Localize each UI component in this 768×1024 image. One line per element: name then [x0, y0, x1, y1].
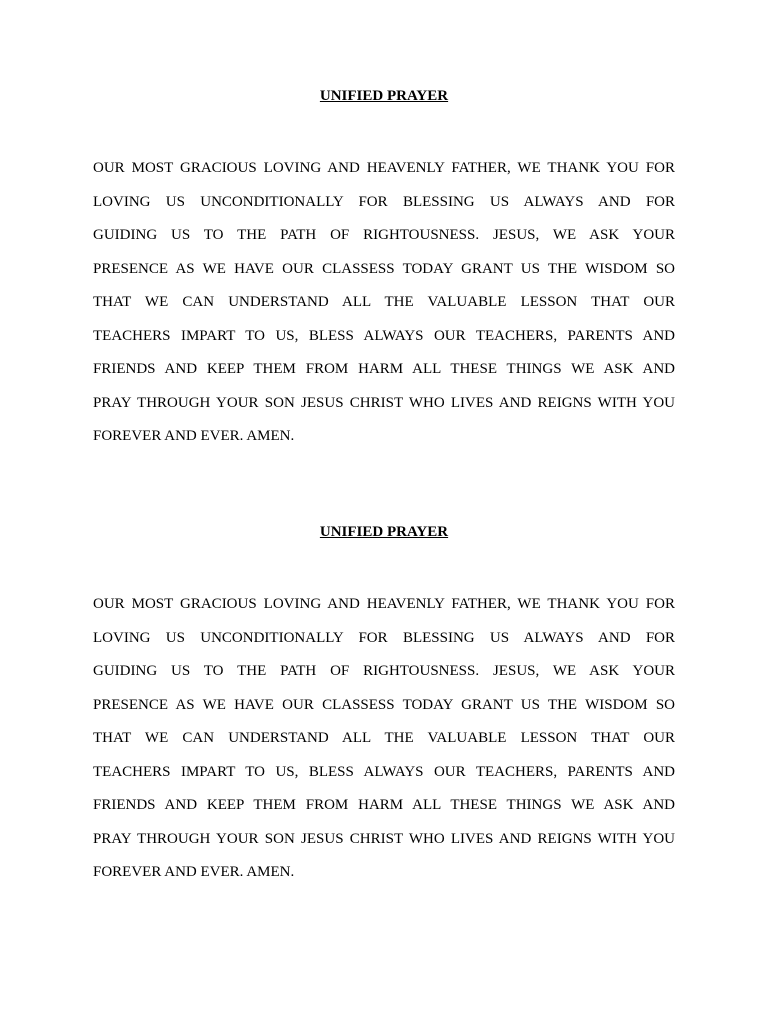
prayer-section-2: [93, 522, 675, 890]
prayer-line: PRESENCE AS WE HAVE OUR CLASSESS TODAY GRANT US THE WISDOM SO: [93, 696, 675, 713]
prayer-body: [93, 588, 675, 890]
prayer-line: PRAY THROUGH YOUR SON JESUS CHRIST WHO LIVES AND REIGNS WITH YOU: [93, 830, 675, 847]
prayer-line: THAT WE CAN UNDERSTAND ALL THE VALUABLE LESSON THAT OUR: [93, 730, 675, 746]
prayer-line: PRAY THROUGH YOUR SON JESUS CHRIST WHO LIVES AND REIGNS WITH YOU: [93, 394, 675, 411]
prayer-line: FRIENDS AND KEEP THEM FROM HARM ALL THESE THINGS WE ASK AND: [93, 797, 675, 813]
section-title: UNIFIED PRAYER: [319, 524, 449, 540]
prayer-line: FRIENDS AND KEEP THEM FROM HARM ALL THESE THINGS WE ASK AND: [93, 361, 675, 377]
prayer-line: GUIDING US TO THE PATH OF RIGHTOUSNESS. JESUS, WE ASK YOUR: [93, 227, 675, 243]
prayer-line: PRESENCE AS WE HAVE OUR CLASSESS TODAY GRANT US THE WISDOM SO: [93, 260, 675, 277]
prayer-line: THAT WE CAN UNDERSTAND ALL THE VALUABLE LESSON THAT OUR: [93, 294, 675, 310]
prayer-section-1: [93, 86, 675, 454]
prayer-line: TEACHERS IMPART TO US, BLESS ALWAYS OUR TEACHERS, PARENTS AND: [93, 327, 675, 344]
prayer-line: GUIDING US TO THE PATH OF RIGHTOUSNESS. JESUS, WE ASK YOUR: [93, 663, 675, 679]
prayer-line: OUR MOST GRACIOUS LOVING AND HEAVENLY FATHER, WE THANK YOU FOR: [93, 160, 675, 176]
prayer-body: [93, 152, 675, 454]
prayer-line: FOREVER AND EVER. AMEN.: [93, 864, 295, 880]
prayer-line: FOREVER AND EVER. AMEN.: [93, 428, 295, 444]
prayer-line: LOVING US UNCONDITIONALLY FOR BLESSING US ALWAYS AND FOR: [93, 193, 675, 210]
prayer-line: LOVING US UNCONDITIONALLY FOR BLESSING US ALWAYS AND FOR: [93, 629, 675, 646]
section-title: UNIFIED PRAYER: [319, 88, 449, 104]
prayer-line: OUR MOST GRACIOUS LOVING AND HEAVENLY FATHER, WE THANK YOU FOR: [93, 596, 675, 612]
prayer-line: TEACHERS IMPART TO US, BLESS ALWAYS OUR TEACHERS, PARENTS AND: [93, 763, 675, 780]
